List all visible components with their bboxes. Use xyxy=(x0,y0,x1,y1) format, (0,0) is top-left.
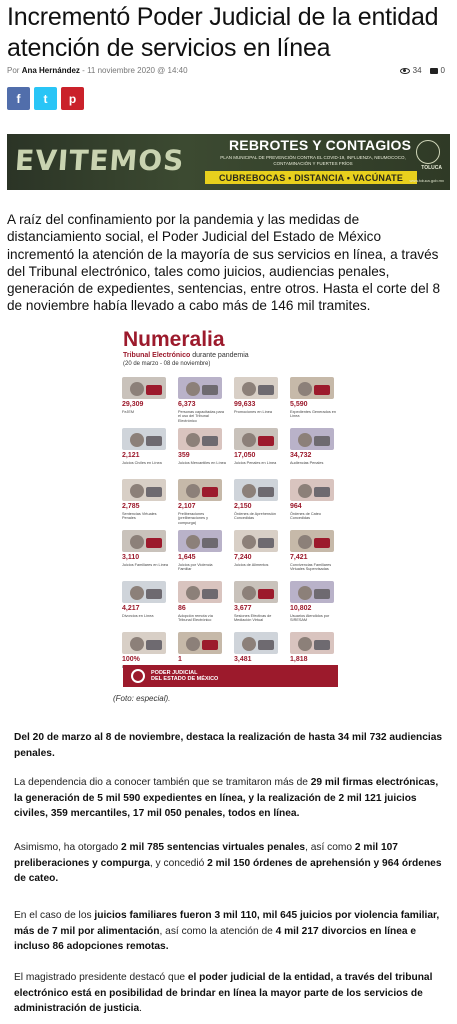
infographic-label: Juicios de Alimentos xyxy=(234,563,269,567)
infographic-range: (20 de marzo - 08 de noviembre) xyxy=(123,361,211,367)
paragraph-2: La dependencia dio a conocer también que se tramitaron más de 29 mil firmas electrónicas, la generación de 5 mil 590 expedientes en línea, y la realización de 2 mil 121 juicios civiles, 359 mercantiles, 17 mil 050 penales, todos en línea. xyxy=(14,777,439,819)
banner-headline: REBROTES Y CONTAGIOS xyxy=(229,137,412,153)
infographic-label: Juicios por Violencia Familiar xyxy=(178,563,213,572)
infographic-value: 2,150 xyxy=(234,503,252,510)
banner-evitemos: EVITEMOS xyxy=(13,144,186,177)
infographic-label: Sesiones Efectivas de Mediación Virtual xyxy=(234,614,272,623)
infographic-item xyxy=(287,528,339,579)
infographic-illustration-icon xyxy=(178,530,222,552)
infographic-label: Preliberaciones (preliberaciones y compurga) xyxy=(178,512,208,525)
image-caption: (Foto: especial). xyxy=(113,694,171,703)
pinterest-icon: p xyxy=(68,91,77,106)
infographic-value: 2,121 xyxy=(122,452,140,459)
infographic-value: 3,481 xyxy=(234,656,252,663)
infographic-item xyxy=(119,375,171,426)
article-title: Incrementó Poder Judicial de la entidad atención de servicios en línea xyxy=(7,3,439,62)
infographic-illustration-icon xyxy=(290,581,334,603)
pinterest-share-button[interactable] xyxy=(61,87,84,110)
infographic-illustration-icon xyxy=(234,377,278,399)
infographic-label: Divorcios en Línea xyxy=(122,614,154,618)
infographic-value: 7,240 xyxy=(234,554,252,561)
infographic-value: 3,677 xyxy=(234,605,252,612)
infographic-item xyxy=(119,426,171,477)
infographic-item xyxy=(231,477,283,528)
infographic-label: Órdenes de Cateo Concedidas xyxy=(290,512,322,521)
infographic-illustration-icon xyxy=(122,530,166,552)
infographic-label: Promociones en Línea xyxy=(234,410,272,414)
infographic-label: Sentencias Virtuales Penales xyxy=(122,512,157,521)
infographic-illustration-icon xyxy=(178,632,222,654)
paragraph-5: El magistrado presidente destacó que el poder judicial de la entidad, a través del tribunal electrónico está en posibilidad de brindar en línea la mayor parte de los servicios de administración de justicia. xyxy=(14,972,433,1014)
infographic-illustration-icon xyxy=(178,581,222,603)
facebook-icon: f xyxy=(16,91,21,106)
infographic-item xyxy=(175,375,227,426)
infographic-value: 6,373 xyxy=(178,401,196,408)
infographic-value: 86 xyxy=(178,605,186,612)
infographic-illustration-icon xyxy=(290,377,334,399)
ad-banner[interactable] xyxy=(7,134,450,190)
infographic-label: Juicios Familiares en Línea xyxy=(122,563,169,567)
infographic-value: 7,421 xyxy=(290,554,308,561)
eye-icon xyxy=(400,68,410,74)
infographic-item xyxy=(231,579,283,630)
article-stats xyxy=(400,66,445,75)
infographic-illustration-icon xyxy=(178,428,222,450)
infographic-illustration-icon xyxy=(178,377,222,399)
infographic-value: 3,110 xyxy=(122,554,140,561)
lead-paragraph: A raíz del confinamiento por la pandemia y las medidas de distanciamiento social, el Poder Judicial del Estado de México incrementó la atención de la mayoría de sus servicios en línea, a través del Tribunal electrónico, tales como juicios, audiencias penales, generación de expedientes, sentencias, entre otros. Hasta el corte del 8 de noviembre había llevado a cabo más de 146 mil tramites. xyxy=(7,212,441,314)
infographic-label: Expedientes Generados en Línea xyxy=(290,410,337,419)
infographic-illustration-icon xyxy=(122,581,166,603)
infographic-illustration-icon xyxy=(234,632,278,654)
infographic-value: 17,050 xyxy=(234,452,256,459)
infographic-item xyxy=(287,579,339,630)
poder-judicial-logo xyxy=(123,665,338,687)
banner-web: www.toluca.gob.mx xyxy=(409,178,444,183)
article-meta xyxy=(7,66,451,78)
infographic-title: Numeralia xyxy=(123,328,225,351)
infographic-item xyxy=(287,477,339,528)
infographic-illustration-icon xyxy=(122,428,166,450)
infographic-value: 100% xyxy=(122,656,140,663)
infographic-value: 5,590 xyxy=(290,401,308,408)
infographic-item xyxy=(231,375,283,426)
municipal-seal-icon xyxy=(416,140,440,164)
infographic-label: FeJEM xyxy=(122,410,135,414)
infographic-item xyxy=(175,528,227,579)
infographic-label: Adopción remota vía Tribunal Electrónico xyxy=(178,614,213,623)
publish-date: 11 noviembre 2020 @ 14:40 xyxy=(87,66,188,75)
infographic-illustration-icon xyxy=(234,479,278,501)
infographic-value: 34,732 xyxy=(290,452,312,459)
infographic-label: Audiencias Penales xyxy=(290,461,324,465)
infographic-illustration-icon xyxy=(122,632,166,654)
infographic-item xyxy=(119,477,171,528)
infographic-label: Juicios Civiles en Línea xyxy=(122,461,162,465)
facebook-share-button[interactable] xyxy=(7,87,30,110)
infographic-image xyxy=(113,328,346,689)
infographic-item xyxy=(287,426,339,477)
infographic-item xyxy=(175,426,227,477)
infographic-value: 1 xyxy=(178,656,182,663)
banner-bar xyxy=(205,171,417,184)
by-label: Por xyxy=(7,66,20,75)
comment-icon xyxy=(430,68,438,74)
infographic-label: Órdenes de Aprehensión Concedidas xyxy=(234,512,277,521)
infographic-value: 2,785 xyxy=(122,503,140,510)
separator: - xyxy=(82,66,85,75)
infographic-value: 10,802 xyxy=(290,605,312,612)
comments-count[interactable]: 0 xyxy=(430,66,445,75)
infographic-label: Juicios Penales en Línea xyxy=(234,461,277,465)
logo-line2: DEL ESTADO DE MÉXICO xyxy=(151,676,219,682)
infographic-illustration-icon xyxy=(234,530,278,552)
twitter-share-button[interactable] xyxy=(34,87,57,110)
infographic-subtitle: Tribunal Electrónico durante pandemia xyxy=(123,352,249,359)
banner-bar-text: CUBREBOCAS • DISTANCIA • VACÚNATE xyxy=(218,172,404,183)
infographic-label: Juicios Mercantiles en Línea xyxy=(178,461,226,465)
infographic-illustration-icon xyxy=(122,377,166,399)
infographic-illustration-icon xyxy=(290,632,334,654)
author-link[interactable]: Ana Hernández xyxy=(21,66,80,75)
infographic-label: Personas capacitadas para el uso del Tribunal Electrónico xyxy=(178,410,225,423)
paragraph-3: Asimismo, ha otorgado 2 mil 785 sentencias virtuales penales, así como 2 mil 107 preliberaciones y compurga, y concedió 2 mil 150 órdenes de aprehensión y 964 órdenes de cateo. xyxy=(14,842,442,884)
paragraph-4: En el caso de los juicios familiares fueron 3 mil 110, mil 645 juicios por violencia familiar, más de 7 mil por alimentación, así como la atención de 4 mil 217 divorcios en línea e incluso 86 adopciones remotas. xyxy=(14,910,440,952)
infographic-label: Usuarios Atendidos por SIRESAM xyxy=(290,614,330,623)
infographic-illustration-icon xyxy=(234,581,278,603)
infographic-value: 1,818 xyxy=(290,656,308,663)
banner-subtext: PLAN MUNICIPAL DE PREVENCIÓN CONTRA EL COVID-19, INFLUENZA, NEUMOCOCO, CONTAMINACIÓN Y FUERTES FRÍOS xyxy=(220,155,406,166)
infographic-item xyxy=(175,477,227,528)
share-buttons xyxy=(7,87,84,110)
infographic-value: 1,645 xyxy=(178,554,196,561)
infographic-illustration-icon xyxy=(178,479,222,501)
infographic-illustration-icon xyxy=(234,428,278,450)
infographic-illustration-icon xyxy=(122,479,166,501)
paragraph-1: Del 20 de marzo al 8 de noviembre, destaca la realización de hasta 34 mil 732 audiencias penales. xyxy=(14,732,443,759)
infographic-item xyxy=(231,528,283,579)
infographic-value: 964 xyxy=(290,503,302,510)
infographic-grid xyxy=(119,375,341,681)
infographic-item xyxy=(175,579,227,630)
infographic-illustration-icon xyxy=(290,530,334,552)
views-count: 34 xyxy=(400,66,422,75)
logo-line1: PODER JUDICIAL xyxy=(151,670,198,676)
infographic-item xyxy=(119,579,171,630)
infographic-value: 2,107 xyxy=(178,503,196,510)
poder-judicial-mark-icon xyxy=(131,669,145,683)
banner-gov: TOLUCA xyxy=(421,165,442,171)
infographic-value: 359 xyxy=(178,452,190,459)
infographic-illustration-icon xyxy=(290,428,334,450)
infographic-value: 99,633 xyxy=(234,401,256,408)
infographic-item xyxy=(231,426,283,477)
infographic-item xyxy=(287,375,339,426)
infographic-illustration-icon xyxy=(290,479,334,501)
infographic-item xyxy=(119,528,171,579)
twitter-icon: t xyxy=(43,91,48,106)
infographic-value: 4,217 xyxy=(122,605,140,612)
infographic-label: Convivencias Familiares Virtuales Supervisadas xyxy=(290,563,332,572)
infographic-value: 29,309 xyxy=(122,401,144,408)
